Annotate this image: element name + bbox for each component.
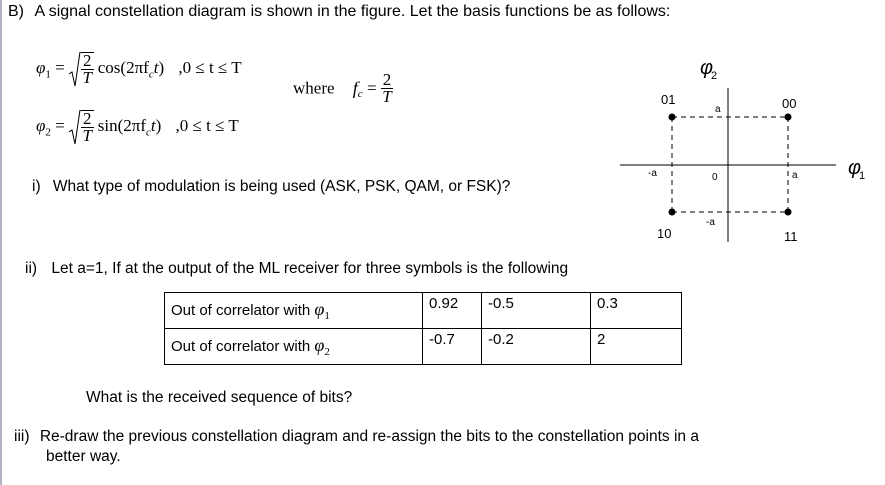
equation-phi1: $\varphi_1$ = $\frac{2}{T}$ $\cos(2\pi f_ct) ,0 \le t \le T$ bbox=[36, 51, 242, 87]
point-label-01: 01 bbox=[661, 92, 676, 107]
table-cell: 0.92 bbox=[423, 293, 482, 329]
part-i-text: What type of modulation is being used (ASK, PSK, QAM, or FSK)? bbox=[52, 178, 511, 195]
sqrt-2-over-T: $\frac{2}{T}$ bbox=[69, 52, 94, 86]
part-iii-text-line2: better way. bbox=[46, 448, 121, 465]
constellation-point bbox=[785, 209, 792, 216]
point-label-10: 10 bbox=[657, 226, 672, 241]
constellation-point bbox=[785, 114, 792, 121]
part-ii-question: What is the received sequence of bits? bbox=[86, 389, 353, 406]
part-i-label: i) bbox=[32, 178, 41, 195]
phi1-axis-label bbox=[848, 157, 865, 182]
phi2-range: ,0 ≤ t ≤ T bbox=[175, 115, 239, 135]
table-cell-label: Out of correlator with $\varphi_2$ bbox=[165, 329, 423, 365]
point-label-11: 11 bbox=[784, 229, 798, 244]
tick-label-a-right: a bbox=[792, 170, 798, 181]
tick-label-a-top: a bbox=[715, 104, 721, 115]
svg-text:1: 1 bbox=[859, 170, 866, 182]
table-cell: -0.5 bbox=[482, 293, 591, 329]
svg-text:2: 2 bbox=[711, 70, 718, 82]
intro-text: A signal constellation diagram is shown in the figure. Let the basis functions be as follows: bbox=[34, 3, 671, 20]
fc-definition: where $f_c$ = $\frac{2}{T}$ bbox=[293, 70, 392, 106]
part-iii-label: iii) bbox=[14, 428, 30, 445]
svg-text:φ: φ bbox=[848, 157, 862, 179]
constellation-point bbox=[669, 209, 676, 216]
part-label: B) bbox=[8, 3, 24, 20]
phi1-range: ,0 ≤ t ≤ T bbox=[178, 57, 242, 77]
table-cell: 0.3 bbox=[591, 293, 682, 329]
cos-text: cos bbox=[97, 57, 121, 77]
part-iii-text-line1: Re-draw the previous constellation diagram and re-assign the bits to the constellation points in a bbox=[39, 428, 699, 445]
point-label-00: 00 bbox=[782, 96, 797, 111]
sqrt-2-over-T-2: $\frac{2}{T}$ bbox=[69, 110, 94, 144]
table-cell-label: Out of correlator with $\varphi_1$ bbox=[165, 293, 423, 329]
tick-label-a-bottom: -a bbox=[706, 217, 715, 228]
table-cell: -0.7 bbox=[423, 329, 482, 365]
svg-text:φ: φ bbox=[700, 57, 714, 79]
tick-label-a-left: -a bbox=[648, 168, 657, 179]
constellation-point bbox=[669, 114, 676, 121]
sin-text: sin bbox=[97, 115, 118, 135]
table-cell: 2 bbox=[591, 329, 682, 365]
part-ii-text: Let a=1, If at the output of the ML receiver for three symbols is the following bbox=[51, 260, 569, 277]
origin-label: 0 bbox=[712, 172, 718, 183]
table-cell: -0.2 bbox=[482, 329, 591, 365]
equation-phi2: $\varphi_2$ = $\frac{2}{T}$ $\sin(2\pi f_ct) ,0 \le t \le T$ bbox=[36, 109, 239, 145]
where-text: where bbox=[293, 78, 335, 98]
part-ii-label: ii) bbox=[25, 260, 38, 277]
phi2-axis-label bbox=[700, 57, 717, 82]
